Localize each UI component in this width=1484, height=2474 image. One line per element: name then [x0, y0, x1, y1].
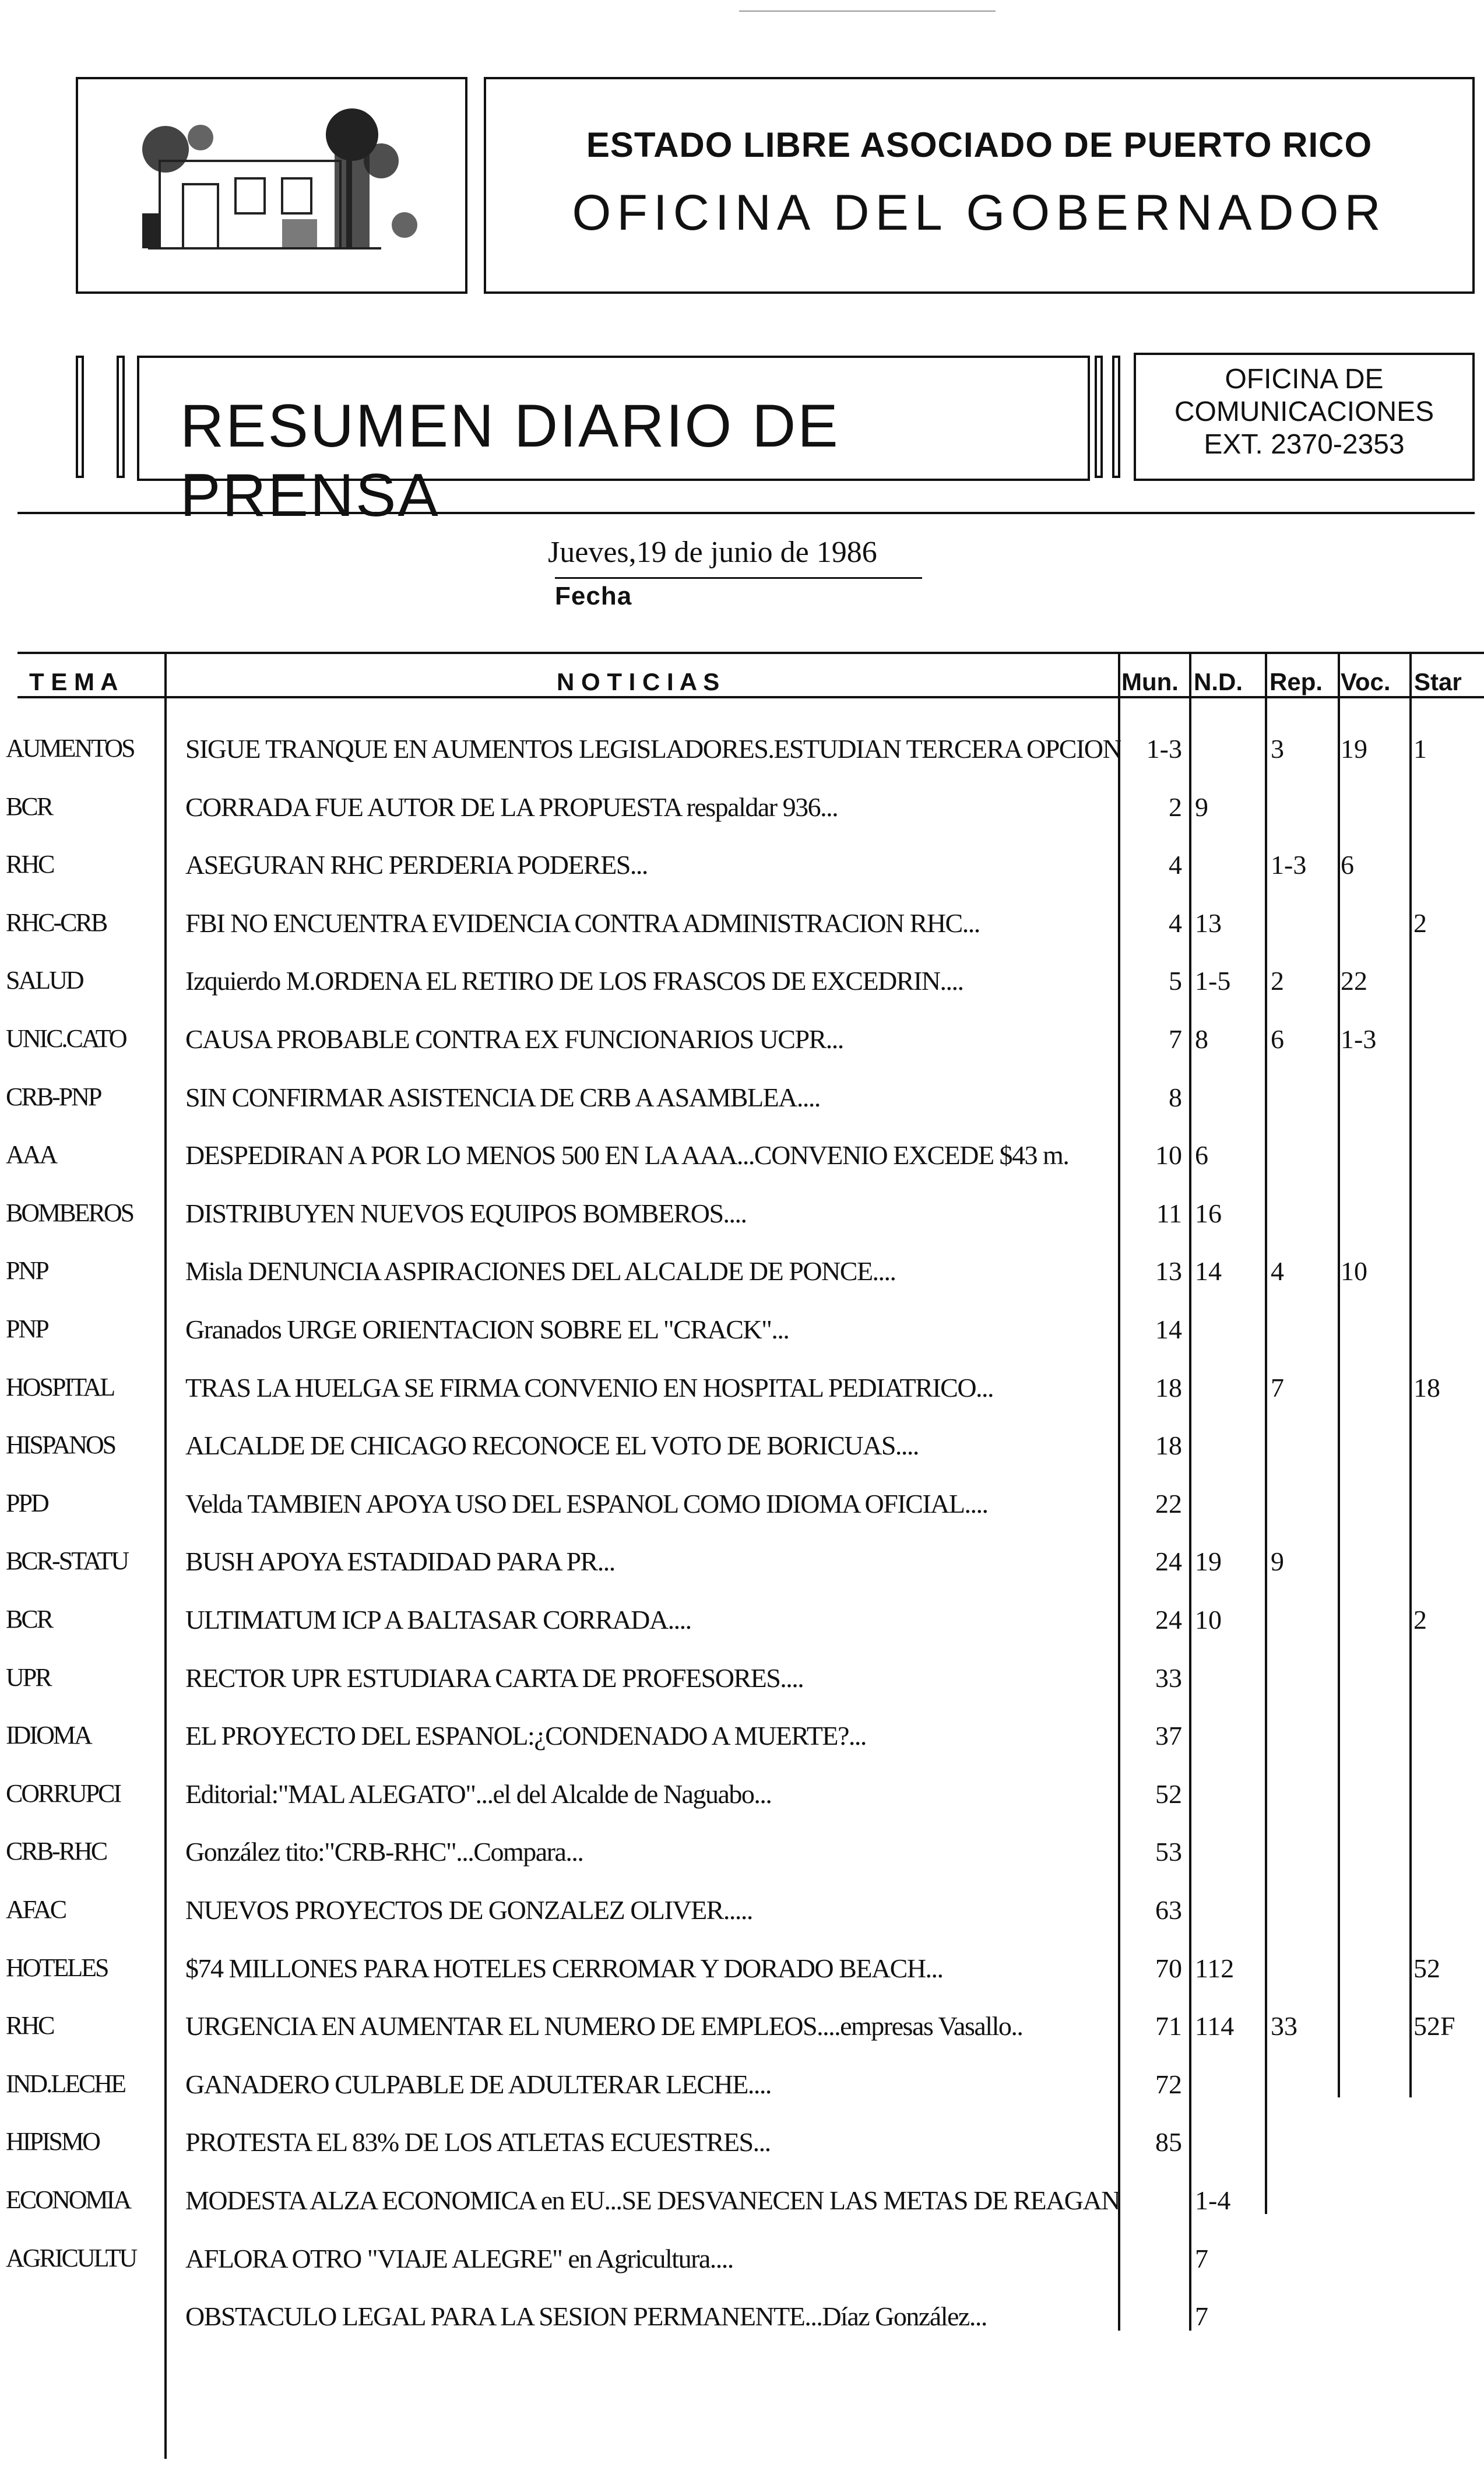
row-tema: PNP [6, 1256, 48, 1285]
table-row [0, 1895, 1484, 1953]
header-noticias: N O T I C I A S [557, 668, 720, 695]
row-mun: 33 [1155, 1663, 1182, 1693]
row-mun: 4 [1169, 908, 1182, 938]
row-star: 2 [1413, 908, 1427, 938]
table-row [0, 1140, 1484, 1198]
row-nd: 14 [1195, 1256, 1222, 1286]
table-row [0, 1663, 1484, 1721]
row-voc: 1-3 [1341, 1024, 1377, 1054]
row-mun: 63 [1155, 1895, 1182, 1925]
row-tema: UPR [6, 1663, 51, 1692]
header-voc: Voc. [1341, 668, 1391, 695]
row-noticia: Editorial:"MAL ALEGATO"...el del Alcalde de Naguabo... [185, 1779, 772, 1809]
row-tema: BCR [6, 1605, 52, 1633]
table-row [0, 2243, 1484, 2301]
row-tema: UNIC.CATO [6, 1024, 126, 1053]
row-noticia: ULTIMATUM ICP A BALTASAR CORRADA.... [185, 1605, 691, 1635]
row-tema: HOTELES [6, 1953, 108, 1982]
row-nd: 9 [1195, 792, 1208, 822]
row-tema: HIPISMO [6, 2127, 99, 2156]
row-noticia: FBI NO ENCUENTRA EVIDENCIA CONTRA ADMINISTRACION RHC... [185, 908, 980, 938]
table-row [0, 1314, 1484, 1372]
fortaleza-building-icon [78, 79, 465, 291]
table-row [0, 792, 1484, 850]
table-row [0, 2011, 1484, 2069]
row-nd: 112 [1195, 1953, 1235, 1983]
row-tema: PNP [6, 1315, 48, 1343]
row-mun: 2 [1169, 792, 1182, 822]
table-row [0, 2069, 1484, 2127]
table-row [0, 733, 1484, 792]
row-tema: SALUD [6, 966, 83, 994]
government-name: ESTADO LIBRE ASOCIADO DE PUERTO RICO [586, 125, 1373, 164]
table-row [0, 1198, 1484, 1256]
row-rep: 6 [1271, 1024, 1284, 1054]
table-row [0, 1836, 1484, 1895]
row-noticia: CORRADA FUE AUTOR DE LA PROPUESTA respaldar 936... [185, 792, 838, 822]
table-row [0, 965, 1484, 1024]
row-nd: 19 [1195, 1547, 1222, 1576]
scan-mark [739, 10, 996, 14]
banner-left-bars [76, 356, 140, 484]
row-nd: 13 [1195, 908, 1222, 938]
row-noticia: NUEVOS PROYECTOS DE GONZALEZ OLIVER..... [185, 1895, 752, 1925]
row-nd: 1-4 [1195, 2185, 1231, 2215]
date-underline [555, 577, 922, 579]
row-noticia: DESPEDIRAN A POR LO MENOS 500 EN LA AAA...CONVENIO EXCEDE $43 m. [185, 1140, 1069, 1170]
table-row [0, 2301, 1484, 2359]
office-extension: EXT. 2370-2353 [1204, 429, 1405, 460]
date-value: Jueves,19 de junio de 1986 [548, 536, 877, 569]
header-star: Star [1414, 668, 1462, 695]
row-noticia: CAUSA PROBABLE CONTRA EX FUNCIONARIOS UCPR... [185, 1024, 843, 1054]
header-rep: Rep. [1270, 668, 1323, 695]
row-voc: 22 [1341, 966, 1367, 996]
row-noticia: ASEGURAN RHC PERDERIA PODERES... [185, 850, 648, 880]
table-row [0, 1720, 1484, 1779]
row-tema: BCR-STATU [6, 1547, 128, 1575]
row-star: 2 [1413, 1605, 1427, 1635]
row-nd: 10 [1195, 1605, 1222, 1635]
office-line-1: OFICINA DE [1225, 364, 1384, 395]
row-mun: 13 [1155, 1256, 1182, 1286]
row-mun: 8 [1169, 1083, 1182, 1112]
row-noticia: TRAS LA HUELGA SE FIRMA CONVENIO EN HOSPITAL PEDIATRICO... [185, 1373, 994, 1403]
row-noticia: GANADERO CULPABLE DE ADULTERAR LECHE.... [185, 2069, 771, 2099]
row-mun: 24 [1155, 1547, 1182, 1576]
row-rep: 4 [1271, 1256, 1284, 1286]
row-tema: HOSPITAL [6, 1373, 114, 1401]
row-noticia: SIN CONFIRMAR ASISTENCIA DE CRB A ASAMBLEA.... [185, 1083, 820, 1112]
row-mun: 11 [1156, 1199, 1182, 1228]
row-rep: 7 [1271, 1373, 1284, 1403]
row-noticia: MODESTA ALZA ECONOMICA en EU...SE DESVANECEN LAS METAS DE REAGAN [185, 2185, 1120, 2215]
row-voc: 10 [1341, 1256, 1367, 1286]
table-row [0, 2185, 1484, 2243]
row-mun: 1-3 [1146, 734, 1182, 764]
office-line-2: COMUNICACIONES [1174, 396, 1434, 427]
row-star: 52 [1413, 1953, 1440, 1983]
table-row [0, 1953, 1484, 2011]
row-mun: 7 [1169, 1024, 1182, 1054]
row-mun: 5 [1169, 966, 1182, 996]
row-noticia: Misla DENUNCIA ASPIRACIONES DEL ALCALDE DE PONCE.... [185, 1256, 896, 1286]
row-star: 52F [1413, 2011, 1455, 2041]
table-row [0, 908, 1484, 966]
row-nd: 7 [1195, 2301, 1208, 2331]
office-contact-box [1134, 353, 1475, 481]
date-label: Fecha [555, 582, 632, 610]
header-mun: Mun. [1121, 668, 1179, 695]
table-row [0, 2127, 1484, 2185]
row-tema: HISPANOS [6, 1431, 115, 1459]
row-noticia: URGENCIA EN AUMENTAR EL NUMERO DE EMPLEOS....empresas Vasallo.. [185, 2011, 1023, 2041]
row-voc: 19 [1341, 734, 1367, 764]
row-tema: CRB-RHC [6, 1837, 107, 1865]
row-tema: RHC-CRB [6, 908, 107, 937]
row-noticia: PROTESTA EL 83% DE LOS ATLETAS ECUESTRES... [185, 2127, 771, 2157]
row-tema: RHC [6, 2011, 54, 2040]
row-star: 1 [1413, 734, 1427, 764]
header-nd: N.D. [1194, 668, 1243, 695]
row-tema: IDIOMA [6, 1721, 91, 1749]
header-title-box [484, 77, 1475, 294]
row-noticia: RECTOR UPR ESTUDIARA CARTA DE PROFESORES.... [185, 1663, 804, 1693]
table-row [0, 1256, 1484, 1314]
row-noticia: González tito:"CRB-RHC"...Compara... [185, 1837, 583, 1867]
table-row [0, 1082, 1484, 1140]
table-row [0, 1546, 1484, 1604]
row-mun: 37 [1155, 1721, 1182, 1751]
header-tema: T E M A [29, 668, 118, 695]
row-nd: 7 [1195, 2244, 1208, 2273]
row-nd: 16 [1195, 1199, 1222, 1228]
row-tema: PPD [6, 1489, 48, 1517]
row-mun: 4 [1169, 850, 1182, 880]
row-mun: 72 [1155, 2069, 1182, 2099]
row-noticia: Velda TAMBIEN APOYA USO DEL ESPANOL COMO IDIOMA OFICIAL.... [185, 1489, 988, 1519]
table-row [0, 1779, 1484, 1837]
row-mun: 70 [1155, 1953, 1182, 1983]
row-noticia: SIGUE TRANQUE EN AUMENTOS LEGISLADORES.ESTUDIAN TERCERA OPCION [185, 734, 1121, 764]
row-tema: CRB-PNP [6, 1083, 101, 1111]
row-tema: AUMENTOS [6, 734, 134, 762]
row-noticia: OBSTACULO LEGAL PARA LA SESION PERMANENTE...Díaz González... [185, 2301, 987, 2331]
row-nd: 8 [1195, 1024, 1208, 1054]
row-tema: AGRICULTU [6, 2244, 136, 2272]
table-row [0, 1372, 1484, 1431]
row-noticia: Granados URGE ORIENTACION SOBRE EL "CRACK"... [185, 1315, 789, 1344]
row-noticia: BUSH APOYA ESTADIDAD PARA PR... [185, 1547, 615, 1576]
row-tema: ECONOMIA [6, 2185, 131, 2214]
row-mun: 52 [1155, 1779, 1182, 1809]
row-rep: 33 [1271, 2011, 1297, 2041]
table-row [0, 1430, 1484, 1488]
row-noticia: ALCALDE DE CHICAGO RECONOCE EL VOTO DE BORICUAS.... [185, 1431, 919, 1460]
divider [17, 512, 1475, 514]
row-mun: 10 [1155, 1140, 1182, 1170]
row-tema: AFAC [6, 1895, 66, 1924]
row-rep: 3 [1271, 734, 1284, 764]
row-nd: 1-5 [1195, 966, 1231, 996]
row-noticia: DISTRIBUYEN NUEVOS EQUIPOS BOMBEROS.... [185, 1199, 747, 1228]
row-nd: 114 [1195, 2011, 1235, 2041]
row-mun: 24 [1155, 1605, 1182, 1635]
row-noticia: $74 MILLONES PARA HOTELES CERROMAR Y DORADO BEACH... [185, 1953, 943, 1983]
table-row [0, 1604, 1484, 1663]
banner-right-bars [1095, 356, 1130, 484]
banner [137, 356, 1090, 529]
row-noticia: AFLORA OTRO "VIAJE ALEGRE" en Agricultura.... [185, 2244, 733, 2273]
row-tema: CORRUPCI [6, 1779, 121, 1808]
table-row [0, 1488, 1484, 1547]
row-rep: 1-3 [1271, 850, 1307, 880]
row-mun: 18 [1155, 1431, 1182, 1460]
row-mun: 18 [1155, 1373, 1182, 1403]
row-noticia: EL PROYECTO DEL ESPANOL:¿CONDENADO A MUERTE?... [185, 1721, 866, 1751]
row-mun: 53 [1155, 1837, 1182, 1867]
office-name: OFICINA DEL GOBERNADOR [572, 185, 1387, 241]
row-mun: 71 [1155, 2011, 1182, 2041]
row-rep: 2 [1271, 966, 1284, 996]
row-tema: BOMBEROS [6, 1199, 133, 1227]
row-tema: RHC [6, 850, 54, 878]
row-tema: AAA [6, 1140, 57, 1169]
seal-frame [76, 77, 467, 294]
row-rep: 9 [1271, 1547, 1284, 1576]
row-tema: IND.LECHE [6, 2069, 125, 2098]
row-mun: 85 [1155, 2127, 1182, 2157]
banner-title: RESUMEN DIARIO DE PRENSA [180, 392, 840, 529]
row-tema: BCR [6, 792, 52, 821]
table-header [17, 652, 1484, 698]
row-mun: 14 [1155, 1315, 1182, 1344]
row-nd: 6 [1195, 1140, 1208, 1170]
table-row [0, 849, 1484, 908]
row-mun: 22 [1155, 1489, 1182, 1519]
row-voc: 6 [1341, 850, 1354, 880]
table-row [0, 1024, 1484, 1082]
row-noticia: Izquierdo M.ORDENA EL RETIRO DE LOS FRASCOS DE EXCEDRIN.... [185, 966, 963, 996]
row-star: 18 [1413, 1373, 1440, 1403]
